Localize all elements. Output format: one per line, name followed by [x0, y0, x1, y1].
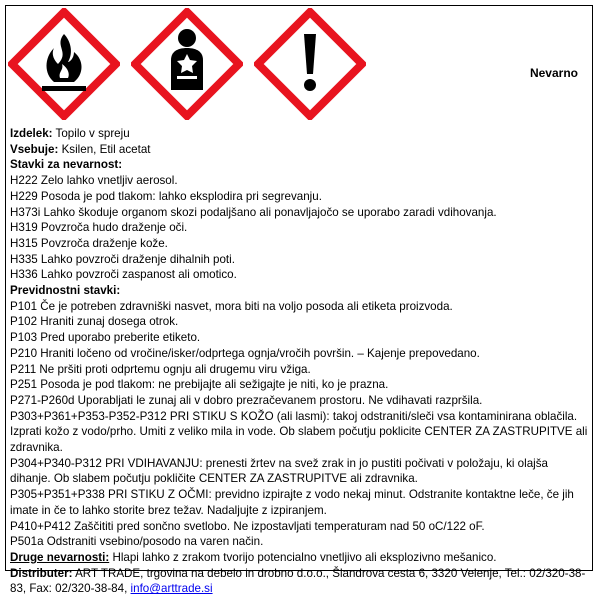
precaution-statement: P211 Ne pršiti proti odprtemu ognju ali drugemu viru vžiga. [10, 362, 311, 376]
precaution-statement: P305+P351+P338 PRI STIKU Z OČMI: previdno izpirajte z vodo nekaj minut. Odstranite kontaktne leče, če jih imate in če to lahko storite brez težav. Nadaljujte z izpiranjem. [10, 488, 574, 517]
hazard-statement: H222 Zelo lahko vnetljiv aerosol. [10, 174, 178, 188]
contains-line: Vsebuje: Ksilen, Etil acetat [10, 142, 151, 156]
product-line: Izdelek: Topilo v spreju [10, 127, 130, 140]
precaution-statement: P303+P361+P353-P352-P312 PRI STIKU S KOŽO (ali lasmi): takoj odstraniti/sleči vsa kontaminirana oblačila. Izprati kožo z vodo/prho. Umiti z veliko mila in vode. Ob slabem počutju poklicite CENTER ZA ZASTRUPITVE ali zdravnika. [10, 409, 588, 455]
hazard-statement: H336 Lahko povzroči zaspanost ali omotico. [10, 268, 237, 282]
precaution-statement: P501a Odstraniti vsebino/posodo na varen način. [10, 535, 264, 549]
precaution-statement: P103 Pred uporabo preberite etiketo. [10, 331, 201, 345]
email-link[interactable]: info@arttrade.si [130, 582, 213, 596]
precaution-statement: P304+P340-P312 PRI VDIHAVANJU: prenesti žrtev na svež zrak in jo pustiti počivati v položaju, ki olajša dihanje. Ob slabem počutju pokličite CENTER ZA ZASTRUPITVE ali zdravnika. [10, 456, 548, 486]
hazard-statement: H229 Posoda je pod tlakom: lahko eksplodira pri segrevanju. [10, 189, 322, 203]
hazard-statement: H373i Lahko škoduje organom skozi podaljšano ali ponavljajočo se uporabo zaradi vdihovanja. [10, 205, 497, 219]
hazard-statement: H319 Povzroča hudo draženje oči. [10, 221, 188, 235]
precaution-statement: P101 Če je potreben zdravniški nasvet, mora biti na voljo posoda ali etiketa proizvoda. [10, 299, 453, 313]
precaution-statement: P102 Hraniti zunaj dosega otrok. [10, 315, 179, 329]
signal-word: Nevarno [529, 66, 578, 80]
distributor-line: Distributer: ART TRADE, trgovina na debelo in drobno d.o.o., Šlandrova cesta 6, 3320 Velenje, Tel.: 02/320-38-83, Fax: 02/320-38-84, info@arttrade.si [10, 566, 586, 596]
hazard-statement: H315 Povzroča draženje kože. [10, 236, 168, 250]
flame-icon [8, 8, 120, 120]
precaution-statement: P271-P260d Uporabljati le zunaj ali v dobro prezračevanem prostoru. Ne vdihavati razpršila. [10, 393, 483, 407]
precaution-statement: P210 Hraniti ločeno od vročine/isker/odprtega ognja/vročih površin. – Kajenje prepovedano. [10, 346, 480, 360]
precaution-heading: Previdnostni stavki: [10, 284, 121, 298]
hazard-heading: Stavki za nevarnost: [10, 158, 123, 172]
hazard-statement: H335 Lahko povzroči draženje dihalnih poti. [10, 252, 235, 266]
health-hazard-icon [131, 8, 243, 120]
precaution-statement: P251 Posoda je pod tlakom: ne prebijajte ali sežigajte je niti, ko je prazna. [10, 378, 389, 392]
precaution-statement: P410+P412 Zaščititi pred sončno svetlobo. Ne izpostavljati temperaturam nad 50 oC/122 oF. [10, 519, 485, 533]
exclamation-mark-icon [254, 8, 366, 120]
other-hazards-line: Druge nevarnosti: Hlapi lahko z zrakom tvorijo potencialno vnetljivo ali eksplozivno mešanico. [10, 550, 497, 564]
label-text [10, 126, 588, 597]
